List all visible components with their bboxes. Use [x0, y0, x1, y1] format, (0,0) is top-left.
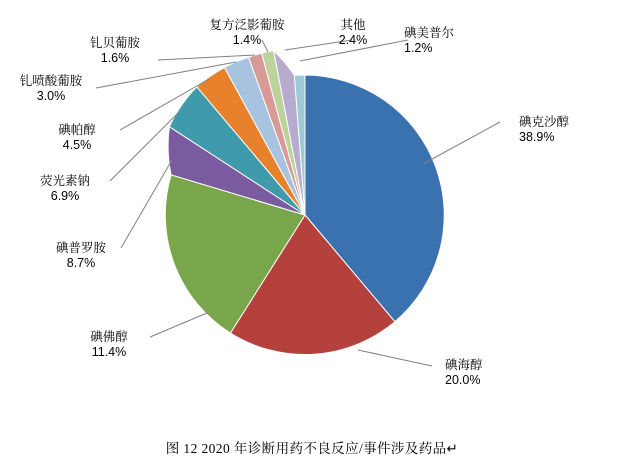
pie-label-5: 荧光素钠 6.9% [39, 174, 90, 203]
pie-label-4: 碘普罗胺 8.7% [55, 241, 106, 270]
leader-line-2 [358, 350, 432, 366]
pie-label-6: 碘帕醇 4.5% [58, 123, 96, 152]
pie-label-11: 碘美普尔 1.2% [404, 26, 455, 55]
figure-caption: 图 12 2020 年诊断用药不良反应/事件涉及药品↵ [165, 441, 459, 456]
pie-label-3: 碘佛醇 11.4% [90, 330, 128, 359]
leader-line-1 [423, 122, 500, 164]
pie-label-1: 碘克沙醇 38.9% [519, 115, 570, 144]
pie-label-8: 钆贝葡胺 1.6% [89, 36, 140, 65]
pie-label-10: 其他 2.4% [338, 18, 368, 47]
leader-line-4 [121, 160, 172, 248]
pie-label-9: 复方泛影葡胺 1.4% [209, 18, 285, 47]
leader-line-8 [158, 55, 255, 60]
leader-line-3 [150, 313, 207, 337]
pie-label-2: 碘海醇 20.0% [445, 358, 483, 387]
pie-label-7: 钆喷酸葡胺 3.0% [19, 74, 83, 103]
